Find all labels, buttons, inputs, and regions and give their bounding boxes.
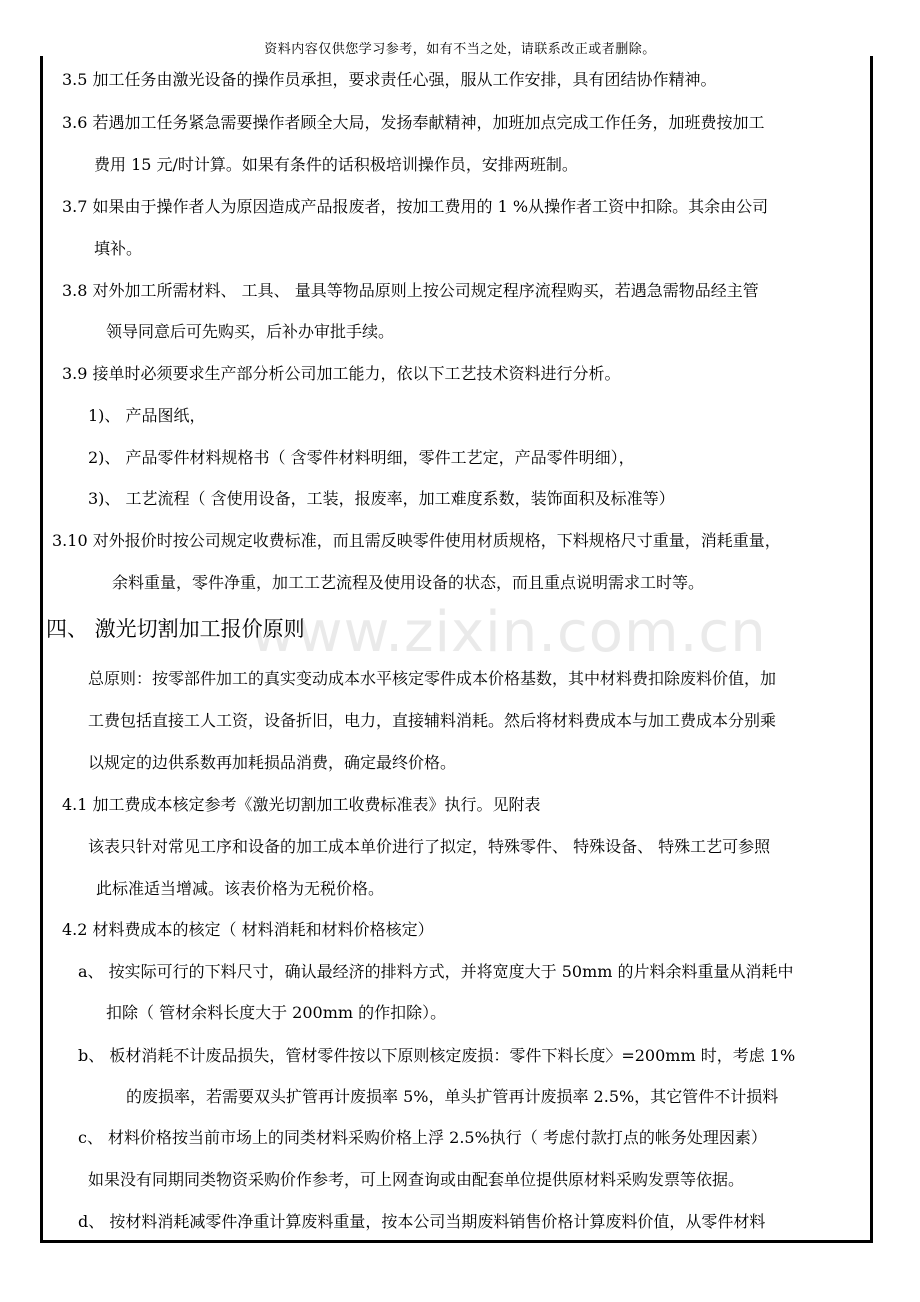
paragraph-3-6-cont: 费用 15 元/时计算。如果有条件的话积极培训操作员，安排两班制。 <box>94 155 578 174</box>
paragraph-3-8-cont: 领导同意后可先购买，后补办审批手续。 <box>106 322 395 341</box>
paragraph-4-2: 4.2 材料费成本的核定（ 材料消耗和材料价格核定） <box>62 920 434 939</box>
general-principle-cont-2: 以规定的边供系数再加耗损品消费，确定最终价格。 <box>88 753 457 772</box>
paragraph-3-8: 3.8 对外加工所需材料、 工具、 量具等物品原则上按公司规定程序流程购买，若遇急需物品经主管 <box>62 281 759 300</box>
paragraph-4-1-note: 该表只针对常见工序和设备的加工成本单价进行了拟定，特殊零件、 特殊设备、 特殊工艺可参照 <box>88 837 771 856</box>
paragraph-4-1-note-cont: 此标准适当增减。该表价格为无税价格。 <box>96 879 385 898</box>
list-item-2: 2)、 产品零件材料规格书（ 含零件材料明细，零件工艺定，产品零件明细）， <box>88 448 635 467</box>
paragraph-3-10: 3.10 对外报价时按公司规定收费标准，而且需反映零件使用材质规格，下料规格尺寸重量，消耗重量， <box>52 531 781 550</box>
list-item-3: 3)、 工艺流程（ 含使用设备，工装，报废率，加工难度系数，装饰面积及标准等） <box>88 489 675 508</box>
item-d: d、 按材料消耗减零件净重计算废料重量，按本公司当期废料销售价格计算废料价值，从零件材料 <box>78 1212 766 1231</box>
general-principle: 总原则：按零部件加工的真实变动成本水平核定零件成本价格基数，其中材料费扣除废料价值，加 <box>88 669 777 688</box>
section-heading-4: 四、 激光切割加工报价原则 <box>46 617 305 641</box>
page-header-note: 资料内容仅供您学习参考，如有不当之处，请联系改正或者删除。 <box>264 42 656 57</box>
general-principle-cont-1: 工费包括直接工人工资，设备折旧，电力，直接辅料消耗。然后将材料费成本与加工费成本分别乘 <box>88 711 777 730</box>
paragraph-3-7-cont: 填补。 <box>94 239 143 258</box>
item-b-cont: 的废损率，若需要双头扩管再计废损率 5%，单头扩管再计废损率 2.5%，其它管件不计损料 <box>126 1087 779 1106</box>
item-b: b、 板材消耗不计废品损失，管材零件按以下原则核定废损：零件下料长度〉=200mm 时，考虑 1% <box>78 1046 796 1065</box>
watermark-text: www.zixin.com.cn <box>250 600 767 665</box>
paragraph-3-9: 3.9 接单时必须要求生产部分析公司加工能力，依以下工艺技术资料进行分析。 <box>62 364 621 383</box>
paragraph-3-7: 3.7 如果由于操作者人为原因造成产品报废者，按加工费用的 1 %从操作者工资中扣除。其余由公司 <box>62 197 769 216</box>
paragraph-3-6: 3.6 若遇加工任务紧急需要操作者顾全大局，发扬奉献精神，加班加点完成工作任务，加班费按加工 <box>62 113 765 132</box>
paragraph-3-5: 3.5 加工任务由激光设备的操作员承担，要求责任心强，服从工作安排，具有团结协作精神。 <box>62 70 717 89</box>
item-a-cont: 扣除（ 管材余料长度大于 200mm 的作扣除）。 <box>106 1003 447 1022</box>
item-c: c、 材料价格按当前市场上的同类材料采购价格上浮 2.5%执行（ 考虑付款打点的帐务处理因素） <box>78 1128 767 1147</box>
paragraph-3-10-cont: 余料重量，零件净重，加工工艺流程及使用设备的状态，而且重点说明需求工时等。 <box>112 573 705 592</box>
item-a: a、 按实际可行的下料尺寸，确认最经济的排料方式，并将宽度大于 50mm 的片料余料重量从消耗中 <box>78 962 794 981</box>
paragraph-4-1: 4.1 加工费成本核定参考《激光切割加工收费标准表》执行。见附表 <box>62 795 541 814</box>
item-c-cont: 如果没有同期同类物资采购价作参考，可上网查询或由配套单位提供原材料采购发票等依据。 <box>88 1170 745 1189</box>
list-item-1: 1)、 产品图纸， <box>88 406 206 425</box>
